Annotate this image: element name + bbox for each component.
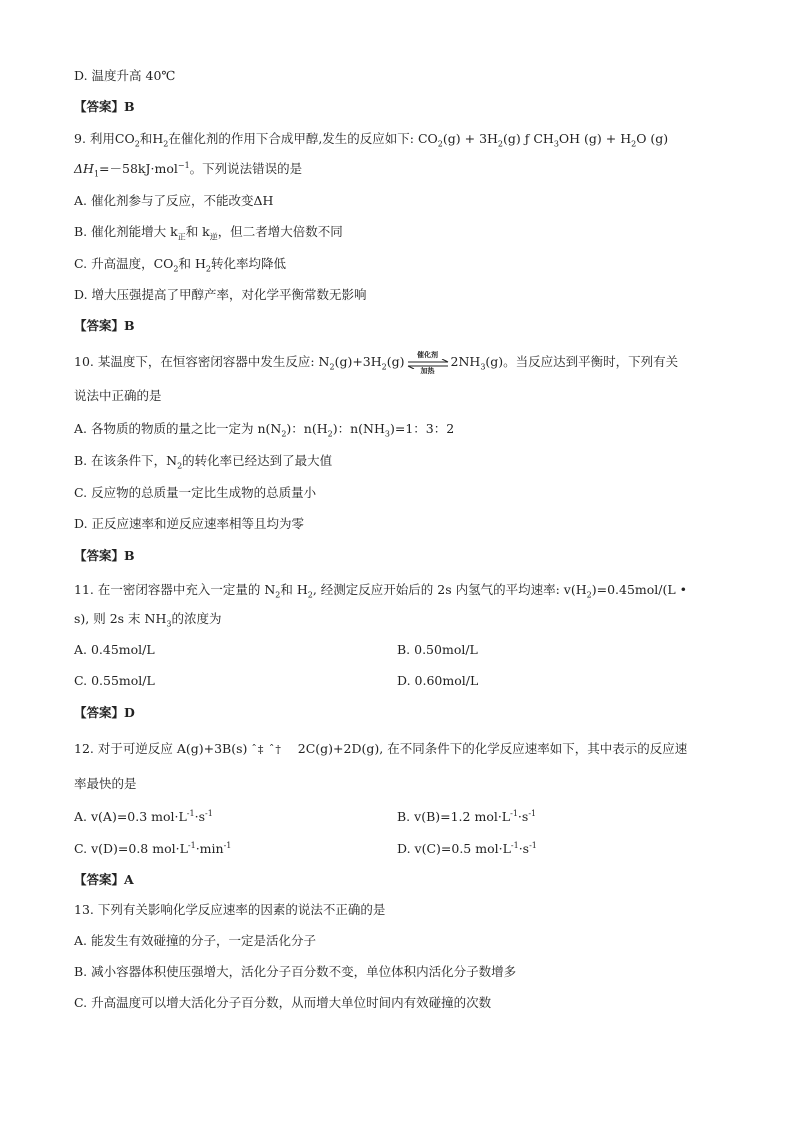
q8-answer: 【答案】B (74, 99, 135, 114)
q10-option-a: A. 各物质的物质的量之比一定为 $n(N_2)$：$n(H_2)$：$n(NH_3)=1$：3：2 (74, 421, 455, 439)
q11-option-b: B. 0.50mol/L (397, 642, 478, 657)
q12-answer: 【答案】A (74, 872, 134, 887)
q11-option-d: D. 0.60mol/L (397, 673, 479, 688)
q10-option-b: B. 在该条件下，$N_2$的转化率已经达到了最大值 (74, 453, 333, 471)
q13-option-a: A. 能发生有效碰撞的分子，一定是活化分子 (74, 933, 316, 948)
q9-stem-line2: $\Delta H_1=-58kJ\cdot mol^{-1}$。下列说法错误的是 (74, 160, 303, 179)
q11-option-a: A. 0.45mol/L (74, 642, 155, 657)
q13-option-c: C. 升高温度可以增大活化分子百分数，从而增大单位时间内有效碰撞的次数 (74, 995, 492, 1010)
q9-option-a: A. 催化剂参与了反应，不能改变ΔH (74, 193, 274, 208)
q9-option-b: B. 催化剂能增大 $k_正$和 $k_逆$，但二者增大倍数不同 (74, 224, 343, 242)
q9-option-c: C. 升高温度，$CO_2$和 $H_2$转化率均降低 (74, 256, 286, 274)
q10-option-d: D. 正反应速率和逆反应速率相等且均为零 (74, 516, 305, 531)
q9-answer: 【答案】B (74, 318, 135, 333)
q12-stem-line2: 率最快的是 (74, 776, 137, 791)
q10-answer: 【答案】B (74, 548, 135, 563)
q12-stem: 12. 对于可逆反应 A(g)+3B(s) ˆ‡ ˆ† 2C(g)+2D(g), 在不同条件下的化学反应速率如下，其中表示的反应速 (74, 741, 688, 756)
q13-stem: 13. 下列有关影响化学反应速率的因素的说法不正确的是 (74, 902, 386, 917)
q11-answer: 【答案】D (74, 705, 135, 720)
reversible-arrow-icon: 催化剂 加热 (406, 355, 450, 371)
q13-option-b: B. 减小容器体积使压强增大，活化分子百分数不变，单位体积内活化分子数增多 (74, 964, 517, 979)
q10-stem: 10. 某温度下，在恒容密闭容器中发生反应: $N_2(g)+3H_2(g)$ 催化剂 加热 $2NH_3(g)$。当反应达到平衡时，下列有关 (74, 349, 679, 375)
q11-stem: 11. 在一密闭容器中充入一定量的 $N_2$和 $H_2$, 经测定反应开始后的 2s 内氢气的平均速率: $v(H_2)=0.45mol/(L$ • (74, 582, 688, 600)
q12-option-c: C. v(D)=0.8 $mol\cdot L^{-1}\cdot\min^{-1}$ (74, 840, 232, 856)
q9-stem: 9. 利用$CO_2$和$H_2$在催化剂的作用下合成甲醇,发生的反应如下: $CO_2(g) + 3H_2(g)$ ƒ $CH_3OH$ $(g) + H_2O$ (g) (74, 131, 669, 149)
q12-option-d: D. v(C)=0.5 $mol\cdot L^{-1}\cdot s^{-1}$ (397, 840, 537, 856)
q12-option-b: B. v(B)=1.2 $mol\cdot L^{-1}\cdot s^{-1}$ (397, 808, 537, 824)
q11-option-c: C. 0.55mol/L (74, 673, 155, 688)
q10-stem-line2: 说法中正确的是 (74, 388, 162, 403)
q8-option-d: D. 温度升高 40℃ (74, 68, 176, 83)
q9-option-d: D. 增大压强提高了甲醇产率，对化学平衡常数无影响 (74, 287, 367, 302)
q12-option-a: A. v(A)=0.3 $mol\cdot L^{-1}\cdot s^{-1}$ (74, 808, 213, 824)
q11-stem-line2: s), 则 2s 末 $NH_3$的浓度为 (74, 611, 222, 629)
q10-option-c: C. 反应物的总质量一定比生成物的总质量小 (74, 485, 317, 500)
